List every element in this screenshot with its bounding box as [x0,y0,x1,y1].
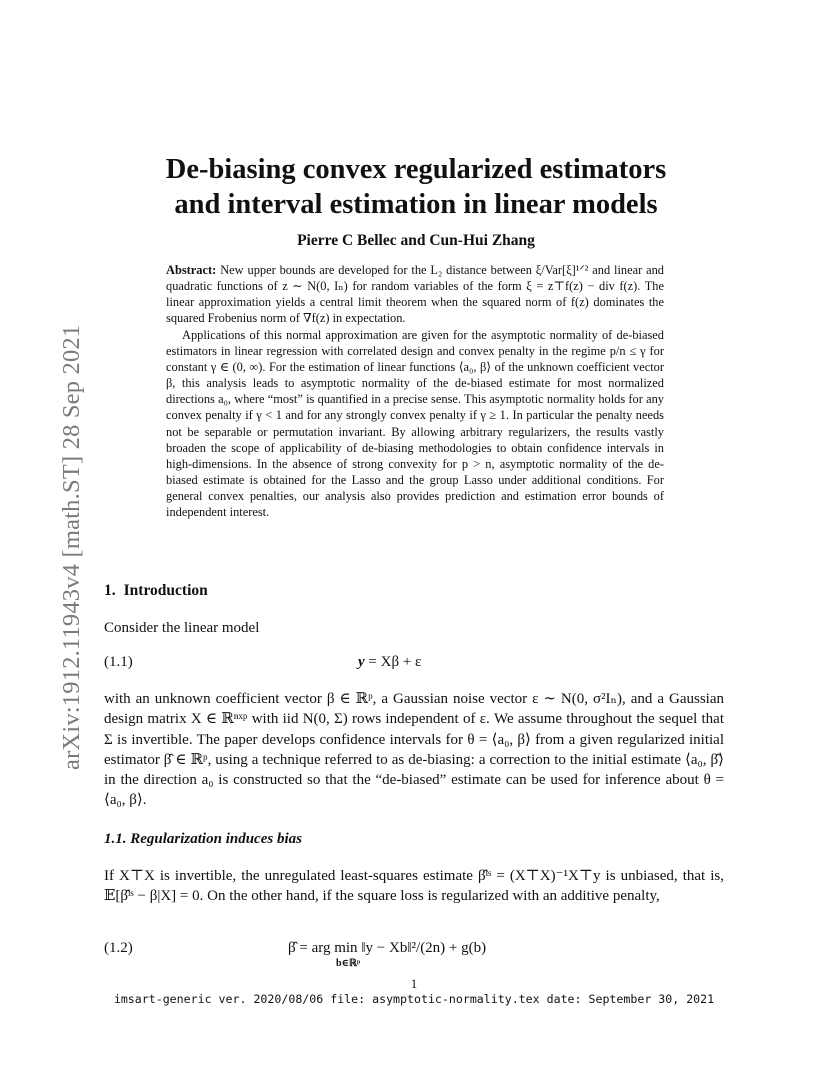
abstract-paragraph-1: New upper bounds are developed for the L₂ distance between ξ/Var[ξ]¹ᐟ² and linear and quadratic functions of z ∼ N(0, Iₙ) for random variables of the form ξ = z⊤f(z) − div f(z). The linear approximation yields a central limit theorem when the squared norm of f(z) dominates the squared Frobenius norm of ∇f(z) in expectation. [166,263,664,326]
authors: Pierre C Bellec and Cun-Hui Zhang [297,232,535,249]
paper-title [104,152,728,222]
equation-number: (1.2) [104,940,133,956]
equation-number: (1.1) [104,654,133,670]
model-text: with an unknown coefficient vector β ∈ ℝᵖ, a Gaussian noise vector ε ∼ N(0, σ²Iₙ), and a Gaussian design matrix X ∈ ℝⁿˣᵖ with iid N(0, Σ) rows independent of ε. We assume throughout the sequel that Σ is invertible. The paper develops confidence intervals for θ = ⟨a₀, β⟩ from a given regularized initial estimator β̂ ∈ ℝᵖ, using a technique referred to as de-biasing: a correction to the initial estimate ⟨a₀, β̂⟩ in the direction a₀ is constructed so that the “de-biased” estimate can be used for inference about θ = ⟨a₀, β⟩. [104,691,724,809]
equation-body [358,654,421,671]
equation-1-2 [104,940,724,970]
equation-rhs: = Xβ + ε [368,654,422,670]
footer: imsart-generic ver. 2020/08/06 file: asymptotic-normality.tex date: September 30, 2021 [113,992,715,1006]
arxiv-sidebar [20,270,85,770]
section-heading [104,582,208,600]
section-number: 1. [104,582,116,599]
intro-sentence: Consider the linear model [104,620,260,636]
equation-lhs: y [358,654,365,670]
argmin-subscript: b∈ℝᵖ [336,958,361,969]
subsection-heading [104,831,302,848]
title-line-2: and interval estimation in linear models [174,189,658,220]
equation-1-1 [104,654,724,676]
model-paragraph [104,689,724,811]
subsection-number: 1.1. [104,831,127,847]
section-title: Introduction [123,582,208,599]
equation-body [288,940,486,957]
regularization-text: If X⊤X is invertible, the unregulated least-squares estimate β̂ˡˢ = (X⊤X)⁻¹X⊤y is unbiased, that is, 𝔼[β̂ˡˢ − β|X] = 0. On the other hand, if the square loss is regularized with an additive penalty, [104,868,724,905]
abstract-label: Abstract: [166,263,217,277]
intro-paragraph [104,618,724,638]
subsection-title: Regularization induces bias [130,831,302,847]
regularization-paragraph [104,866,724,907]
title-line-1: De-biasing convex regularized estimators [165,154,667,185]
equation-lhs: β̂ = arg min [288,940,358,956]
equation-rhs: ‖y − Xb‖²/(2n) + g(b) [361,940,487,956]
arxiv-identifier: arXiv:1912.11943v4 [math.ST] 28 Sep 2021 [58,324,85,770]
abstract [166,262,664,521]
page-number: 1 [410,976,418,991]
abstract-paragraph-2: Applications of this normal approximation are given for the asymptotic normality of de-biased estimators in linear regression with correlated design and convex penalty in the regime p/n ≤ γ for constant γ ∈ (0, ∞). For the estimation of linear functions ⟨a₀, β⟩ of the unknown coefficient vector β, this analysis leads to asymptotic normality of the de-biased estimate for most normalized directions a₀, where “most” is quantified in a precise sense. This asymptotic normality holds for any convex penalty if γ < 1 and for any strongly convex penalty if γ ≥ 1. In particular the penalty needs not be separable or permutation invariant. By allowing arbitrary regularizers, the results vastly broaden the scope of applicability of de-biasing methodologies to obtain confidence intervals in high-dimensions. In the absence of strong convexity for p > n, asymptotic normality of the de-biased estimate is obtained for the Lasso and the group Lasso under additional conditions. For general convex penalties, our analysis also provides prediction and estimation error bounds of independent interest. [166,327,664,520]
